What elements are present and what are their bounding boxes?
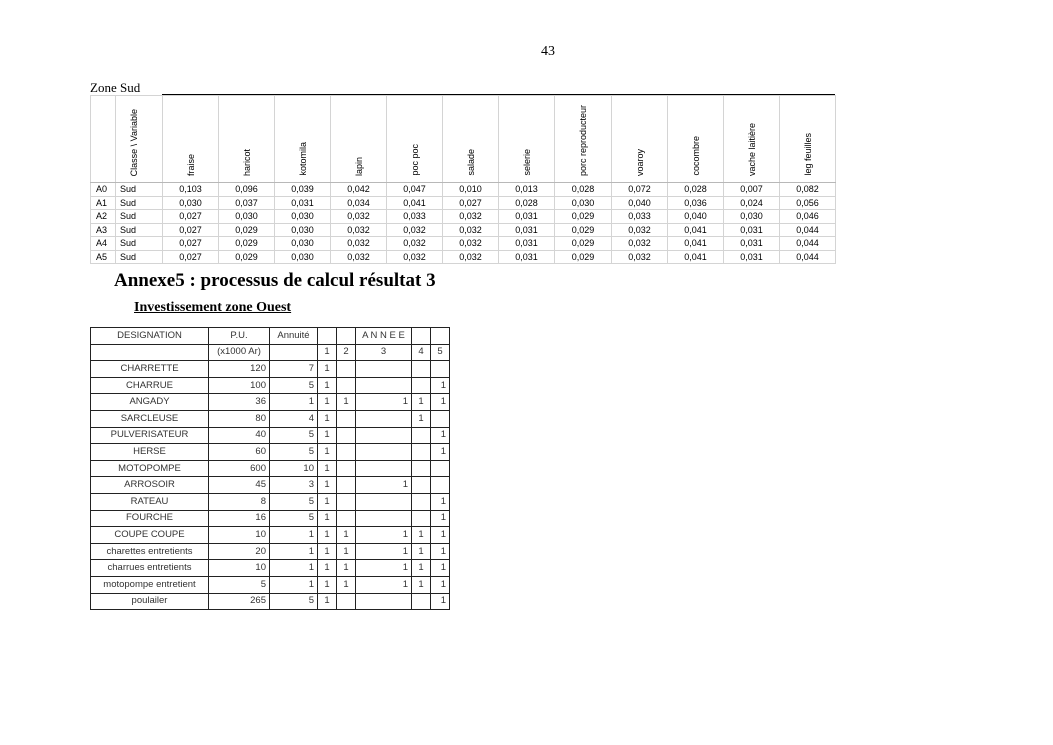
zone-sud-value-cell: 0,030 — [275, 223, 331, 237]
zone-sud-value-cell: 0,046 — [780, 210, 836, 224]
investissement-pu: 120 — [209, 361, 270, 378]
investissement-designation: ARROSOIR — [91, 477, 209, 494]
investissement-year-cell: 1 — [431, 593, 450, 610]
zone-sud-value-cell: 0,033 — [612, 210, 668, 224]
zone-sud-header-col: leg feuilles — [780, 96, 836, 183]
investissement-year-cell: 1 — [318, 510, 337, 527]
investissement-year-cell: 1 — [318, 361, 337, 378]
header-blank-1 — [318, 328, 337, 345]
investissement-year-cell — [412, 493, 431, 510]
zone-sud-value-cell: 0,103 — [163, 183, 219, 197]
zone-sud-header-col: selerie — [499, 96, 555, 183]
investissement-pu: 40 — [209, 427, 270, 444]
zone-sud-value-cell: 0,030 — [275, 210, 331, 224]
investissement-year-cell: 1 — [356, 543, 412, 560]
investissement-year-cell — [356, 510, 412, 527]
zone-sud-zone-cell: Sud — [116, 250, 163, 264]
investissement-pu: 600 — [209, 460, 270, 477]
investissement-row — [91, 410, 450, 427]
zone-sud-value-cell: 0,031 — [499, 250, 555, 264]
zone-sud-header-col: vache laitière — [724, 96, 780, 183]
investissement-designation: ANGADY — [91, 394, 209, 411]
header-pu: P.U. — [209, 328, 270, 345]
investissement-designation: poulailer — [91, 593, 209, 610]
zone-sud-value-cell: 0,031 — [724, 223, 780, 237]
zone-sud-value-cell: 0,031 — [499, 237, 555, 251]
investissement-title: Investissement zone Ouest — [134, 300, 292, 315]
investissement-year-cell: 1 — [318, 543, 337, 560]
investissement-annuite: 5 — [270, 444, 318, 461]
zone-sud-value-cell: 0,036 — [668, 196, 724, 210]
zone-sud-value-cell: 0,027 — [163, 223, 219, 237]
investissement-year-cell: 1 — [431, 560, 450, 577]
zone-sud-class-code: A0 — [91, 183, 116, 197]
header-blank-5 — [431, 328, 450, 345]
investissement-year-cell — [356, 593, 412, 610]
zone-sud-value-cell: 0,047 — [387, 183, 443, 197]
investissement-row — [91, 543, 450, 560]
investissement-year-cell: 1 — [412, 560, 431, 577]
investissement-year-cell — [412, 361, 431, 378]
zone-sud-value-cell: 0,032 — [387, 237, 443, 251]
zone-sud-value-cell: 0,037 — [219, 196, 275, 210]
investissement-row — [91, 527, 450, 544]
zone-sud-value-cell: 0,032 — [612, 237, 668, 251]
investissement-year-cell — [431, 477, 450, 494]
zone-sud-value-cell: 0,029 — [555, 223, 612, 237]
zone-sud-value-cell: 0,028 — [668, 183, 724, 197]
zone-sud-value-cell: 0,042 — [331, 183, 387, 197]
investissement-year-cell — [412, 510, 431, 527]
zone-sud-header-col: salade — [443, 96, 499, 183]
investissement-year-cell: 1 — [318, 527, 337, 544]
zone-sud-header-col: fraise — [163, 96, 219, 183]
investissement-year-cell: 1 — [431, 576, 450, 593]
investissement-year-cell — [412, 477, 431, 494]
investissement-pu: 10 — [209, 527, 270, 544]
zone-sud-row — [91, 210, 836, 224]
investissement-year-cell — [356, 361, 412, 378]
zone-sud-value-cell: 0,032 — [443, 237, 499, 251]
zone-sud-header-col: kotomila — [275, 96, 331, 183]
investissement-year-cell — [356, 410, 412, 427]
investissement-year-cell: 1 — [318, 427, 337, 444]
investissement-row — [91, 460, 450, 477]
investissement-year-cell: 1 — [318, 477, 337, 494]
investissement-annuite: 5 — [270, 427, 318, 444]
investissement-designation: RATEAU — [91, 493, 209, 510]
investissement-designation: HERSE — [91, 444, 209, 461]
investissement-row — [91, 444, 450, 461]
zone-sud-value-cell: 0,030 — [555, 196, 612, 210]
investissement-year-cell: 1 — [356, 560, 412, 577]
year-3: 3 — [356, 344, 412, 361]
investissement-header-row — [91, 328, 450, 345]
zone-sud-label: Zone Sud — [90, 80, 141, 95]
subheader-blank — [91, 344, 209, 361]
investissement-pu: 265 — [209, 593, 270, 610]
zone-sud-value-cell: 0,030 — [724, 210, 780, 224]
zone-sud-value-cell: 0,029 — [219, 237, 275, 251]
investissement-annuite: 1 — [270, 576, 318, 593]
investissement-year-cell: 1 — [412, 527, 431, 544]
zone-sud-value-cell: 0,030 — [219, 210, 275, 224]
investissement-annuite: 10 — [270, 460, 318, 477]
zone-sud-table — [90, 95, 836, 264]
header-blank-2 — [337, 328, 356, 345]
investissement-pu: 45 — [209, 477, 270, 494]
investissement-row — [91, 510, 450, 527]
investissement-designation: PULVERISATEUR — [91, 427, 209, 444]
zone-sud-value-cell: 0,029 — [219, 223, 275, 237]
investissement-year-cell: 1 — [431, 510, 450, 527]
zone-sud-value-cell: 0,032 — [331, 237, 387, 251]
zone-sud-value-cell: 0,028 — [555, 183, 612, 197]
investissement-year-cell: 1 — [318, 560, 337, 577]
zone-sud-zone-cell: Sud — [116, 210, 163, 224]
investissement-year-cell: 1 — [318, 576, 337, 593]
investissement-annuite: 5 — [270, 510, 318, 527]
zone-sud-value-cell: 0,044 — [780, 223, 836, 237]
investissement-row — [91, 394, 450, 411]
investissement-year-cell: 1 — [412, 394, 431, 411]
year-1: 1 — [318, 344, 337, 361]
investissement-year-cell: 1 — [412, 576, 431, 593]
investissement-year-cell — [431, 361, 450, 378]
investissement-annuite: 3 — [270, 477, 318, 494]
investissement-designation: motopompe entretient — [91, 576, 209, 593]
investissement-year-cell — [431, 410, 450, 427]
investissement-annuite: 7 — [270, 361, 318, 378]
investissement-year-cell: 1 — [431, 444, 450, 461]
investissement-pu: 16 — [209, 510, 270, 527]
zone-sud-value-cell: 0,096 — [219, 183, 275, 197]
investissement-year-cell: 1 — [431, 543, 450, 560]
investissement-pu: 60 — [209, 444, 270, 461]
zone-sud-value-cell: 0,040 — [612, 196, 668, 210]
zone-sud-value-cell: 0,027 — [443, 196, 499, 210]
investissement-annuite: 1 — [270, 543, 318, 560]
investissement-table — [90, 327, 450, 610]
zone-sud-value-cell: 0,010 — [443, 183, 499, 197]
investissement-annuite: 5 — [270, 593, 318, 610]
investissement-year-cell: 1 — [337, 527, 356, 544]
zone-sud-value-cell: 0,034 — [331, 196, 387, 210]
header-blank-4 — [412, 328, 431, 345]
investissement-annuite: 5 — [270, 493, 318, 510]
investissement-year-cell: 1 — [318, 394, 337, 411]
zone-sud-value-cell: 0,041 — [668, 237, 724, 251]
investissement-year-cell — [337, 377, 356, 394]
investissement-year-cell — [337, 427, 356, 444]
header-annee: A N N E E — [356, 328, 412, 345]
zone-sud-zone-cell: Sud — [116, 223, 163, 237]
investissement-pu: 5 — [209, 576, 270, 593]
zone-sud-header-col: poc poc — [387, 96, 443, 183]
investissement-year-cell — [412, 593, 431, 610]
investissement-designation: MOTOPOMPE — [91, 460, 209, 477]
investissement-year-cell: 1 — [431, 427, 450, 444]
investissement-designation: SARCLEUSE — [91, 410, 209, 427]
zone-sud-value-cell: 0,044 — [780, 250, 836, 264]
zone-sud-value-cell: 0,032 — [443, 250, 499, 264]
investissement-annuite: 4 — [270, 410, 318, 427]
investissement-year-cell — [337, 477, 356, 494]
investissement-row — [91, 477, 450, 494]
investissement-year-cell — [337, 361, 356, 378]
investissement-year-cell: 1 — [356, 576, 412, 593]
zone-sud-body — [91, 183, 836, 264]
zone-sud-row — [91, 237, 836, 251]
zone-sud-value-cell: 0,029 — [555, 250, 612, 264]
zone-sud-value-cell: 0,032 — [331, 223, 387, 237]
investissement-annuite: 1 — [270, 527, 318, 544]
investissement-year-cell: 1 — [356, 394, 412, 411]
investissement-year-cell: 1 — [318, 460, 337, 477]
subheader-pu-unit: (x1000 Ar) — [209, 344, 270, 361]
investissement-designation: CHARRETTE — [91, 361, 209, 378]
investissement-row — [91, 427, 450, 444]
zone-sud-header-col: voaroy — [612, 96, 668, 183]
investissement-row — [91, 493, 450, 510]
zone-sud-value-cell: 0,041 — [668, 223, 724, 237]
zone-sud-value-cell: 0,027 — [163, 237, 219, 251]
zone-sud-value-cell: 0,030 — [275, 250, 331, 264]
investissement-year-cell: 1 — [431, 394, 450, 411]
zone-sud-value-cell: 0,032 — [331, 250, 387, 264]
investissement-year-cell: 1 — [318, 410, 337, 427]
investissement-year-cell: 1 — [431, 493, 450, 510]
zone-sud-value-cell: 0,082 — [780, 183, 836, 197]
zone-sud-value-cell: 0,041 — [387, 196, 443, 210]
year-5: 5 — [431, 344, 450, 361]
investissement-year-cell — [337, 493, 356, 510]
header-annuite: Annuité — [270, 328, 318, 345]
zone-sud-row — [91, 223, 836, 237]
investissement-year-cell — [356, 493, 412, 510]
zone-sud-header-row — [91, 96, 836, 183]
investissement-year-cell: 1 — [337, 576, 356, 593]
investissement-pu: 10 — [209, 560, 270, 577]
investissement-year-cell — [412, 460, 431, 477]
zone-sud-value-cell: 0,031 — [499, 210, 555, 224]
investissement-pu: 8 — [209, 493, 270, 510]
year-4: 4 — [412, 344, 431, 361]
zone-sud-zone-cell: Sud — [116, 196, 163, 210]
subheader-annuite-blank — [270, 344, 318, 361]
investissement-year-cell — [337, 460, 356, 477]
zone-sud-value-cell: 0,032 — [387, 250, 443, 264]
investissement-year-cell — [356, 460, 412, 477]
investissement-designation: charrues entretients — [91, 560, 209, 577]
zone-sud-class-code: A1 — [91, 196, 116, 210]
zone-sud-value-cell: 0,024 — [724, 196, 780, 210]
zone-sud-value-cell: 0,007 — [724, 183, 780, 197]
investissement-row — [91, 593, 450, 610]
zone-sud-value-cell: 0,028 — [499, 196, 555, 210]
investissement-year-cell — [337, 410, 356, 427]
zone-sud-value-cell: 0,039 — [275, 183, 331, 197]
investissement-year-cell — [337, 444, 356, 461]
investissement-year-cell: 1 — [337, 394, 356, 411]
zone-sud-header-col: haricot — [219, 96, 275, 183]
investissement-row — [91, 361, 450, 378]
zone-sud-header-class: Classe \ Variable — [116, 96, 163, 183]
zone-sud-value-cell: 0,032 — [612, 250, 668, 264]
investissement-year-cell — [356, 377, 412, 394]
zone-sud-value-cell: 0,027 — [163, 250, 219, 264]
zone-sud-value-cell: 0,031 — [275, 196, 331, 210]
investissement-year-cell: 1 — [318, 593, 337, 610]
investissement-year-cell — [356, 444, 412, 461]
investissement-annuite: 1 — [270, 394, 318, 411]
investissement-year-cell: 1 — [431, 377, 450, 394]
investissement-designation: COUPE COUPE — [91, 527, 209, 544]
zone-sud-value-cell: 0,056 — [780, 196, 836, 210]
investissement-annuite: 5 — [270, 377, 318, 394]
zone-sud-value-cell: 0,041 — [668, 250, 724, 264]
zone-sud-value-cell: 0,033 — [387, 210, 443, 224]
zone-sud-value-cell: 0,032 — [443, 210, 499, 224]
investissement-row — [91, 576, 450, 593]
investissement-pu: 80 — [209, 410, 270, 427]
investissement-body — [91, 328, 450, 610]
investissement-designation: charettes entretients — [91, 543, 209, 560]
zone-sud-row — [91, 250, 836, 264]
investissement-pu: 100 — [209, 377, 270, 394]
investissement-row — [91, 560, 450, 577]
zone-sud-header-empty — [91, 96, 116, 183]
investissement-year-cell — [356, 427, 412, 444]
page-number: 43 — [541, 44, 555, 59]
zone-sud-value-cell: 0,031 — [724, 237, 780, 251]
zone-sud-value-cell: 0,029 — [219, 250, 275, 264]
investissement-year-cell — [337, 510, 356, 527]
zone-sud-header-col: lapin — [331, 96, 387, 183]
header-designation: DESIGNATION — [91, 328, 209, 345]
investissement-year-cell — [412, 444, 431, 461]
zone-sud-value-cell: 0,029 — [555, 210, 612, 224]
investissement-designation: FOURCHE — [91, 510, 209, 527]
zone-sud-value-cell: 0,031 — [724, 250, 780, 264]
investissement-annuite: 1 — [270, 560, 318, 577]
zone-sud-value-cell: 0,044 — [780, 237, 836, 251]
investissement-year-cell: 1 — [337, 543, 356, 560]
zone-sud-header-col: cocombre — [668, 96, 724, 183]
investissement-year-cell: 1 — [337, 560, 356, 577]
zone-sud-value-cell: 0,030 — [275, 237, 331, 251]
annexe-title: Annexe5 : processus de calcul résultat 3 — [114, 270, 436, 291]
zone-sud-value-cell: 0,030 — [163, 196, 219, 210]
zone-sud-header-col: porc reproducteur — [555, 96, 612, 183]
zone-sud-value-cell: 0,029 — [555, 237, 612, 251]
investissement-year-cell — [337, 593, 356, 610]
investissement-subheader-row — [91, 344, 450, 361]
zone-sud-value-cell: 0,032 — [612, 223, 668, 237]
investissement-year-cell: 1 — [318, 377, 337, 394]
zone-sud-class-code: A4 — [91, 237, 116, 251]
zone-sud-zone-cell: Sud — [116, 183, 163, 197]
investissement-year-cell — [431, 460, 450, 477]
investissement-year-cell: 1 — [431, 527, 450, 544]
investissement-pu: 20 — [209, 543, 270, 560]
investissement-year-cell: 1 — [412, 543, 431, 560]
zone-sud-zone-cell: Sud — [116, 237, 163, 251]
investissement-year-cell: 1 — [318, 444, 337, 461]
zone-sud-value-cell: 0,031 — [499, 223, 555, 237]
investissement-year-cell: 1 — [318, 493, 337, 510]
zone-sud-class-code: A5 — [91, 250, 116, 264]
investissement-year-cell: 1 — [356, 477, 412, 494]
investissement-pu: 36 — [209, 394, 270, 411]
investissement-row — [91, 377, 450, 394]
zone-sud-class-code: A3 — [91, 223, 116, 237]
investissement-year-cell: 1 — [356, 527, 412, 544]
zone-sud-value-cell: 0,032 — [387, 223, 443, 237]
zone-sud-value-cell: 0,027 — [163, 210, 219, 224]
zone-sud-value-cell: 0,072 — [612, 183, 668, 197]
year-2: 2 — [337, 344, 356, 361]
investissement-year-cell — [412, 427, 431, 444]
zone-sud-row — [91, 196, 836, 210]
zone-sud-value-cell: 0,032 — [331, 210, 387, 224]
zone-sud-value-cell: 0,032 — [443, 223, 499, 237]
investissement-year-cell: 1 — [412, 410, 431, 427]
investissement-year-cell — [412, 377, 431, 394]
zone-sud-class-code: A2 — [91, 210, 116, 224]
zone-sud-value-cell: 0,040 — [668, 210, 724, 224]
investissement-designation: CHARRUE — [91, 377, 209, 394]
zone-sud-row — [91, 183, 836, 197]
zone-sud-value-cell: 0,013 — [499, 183, 555, 197]
